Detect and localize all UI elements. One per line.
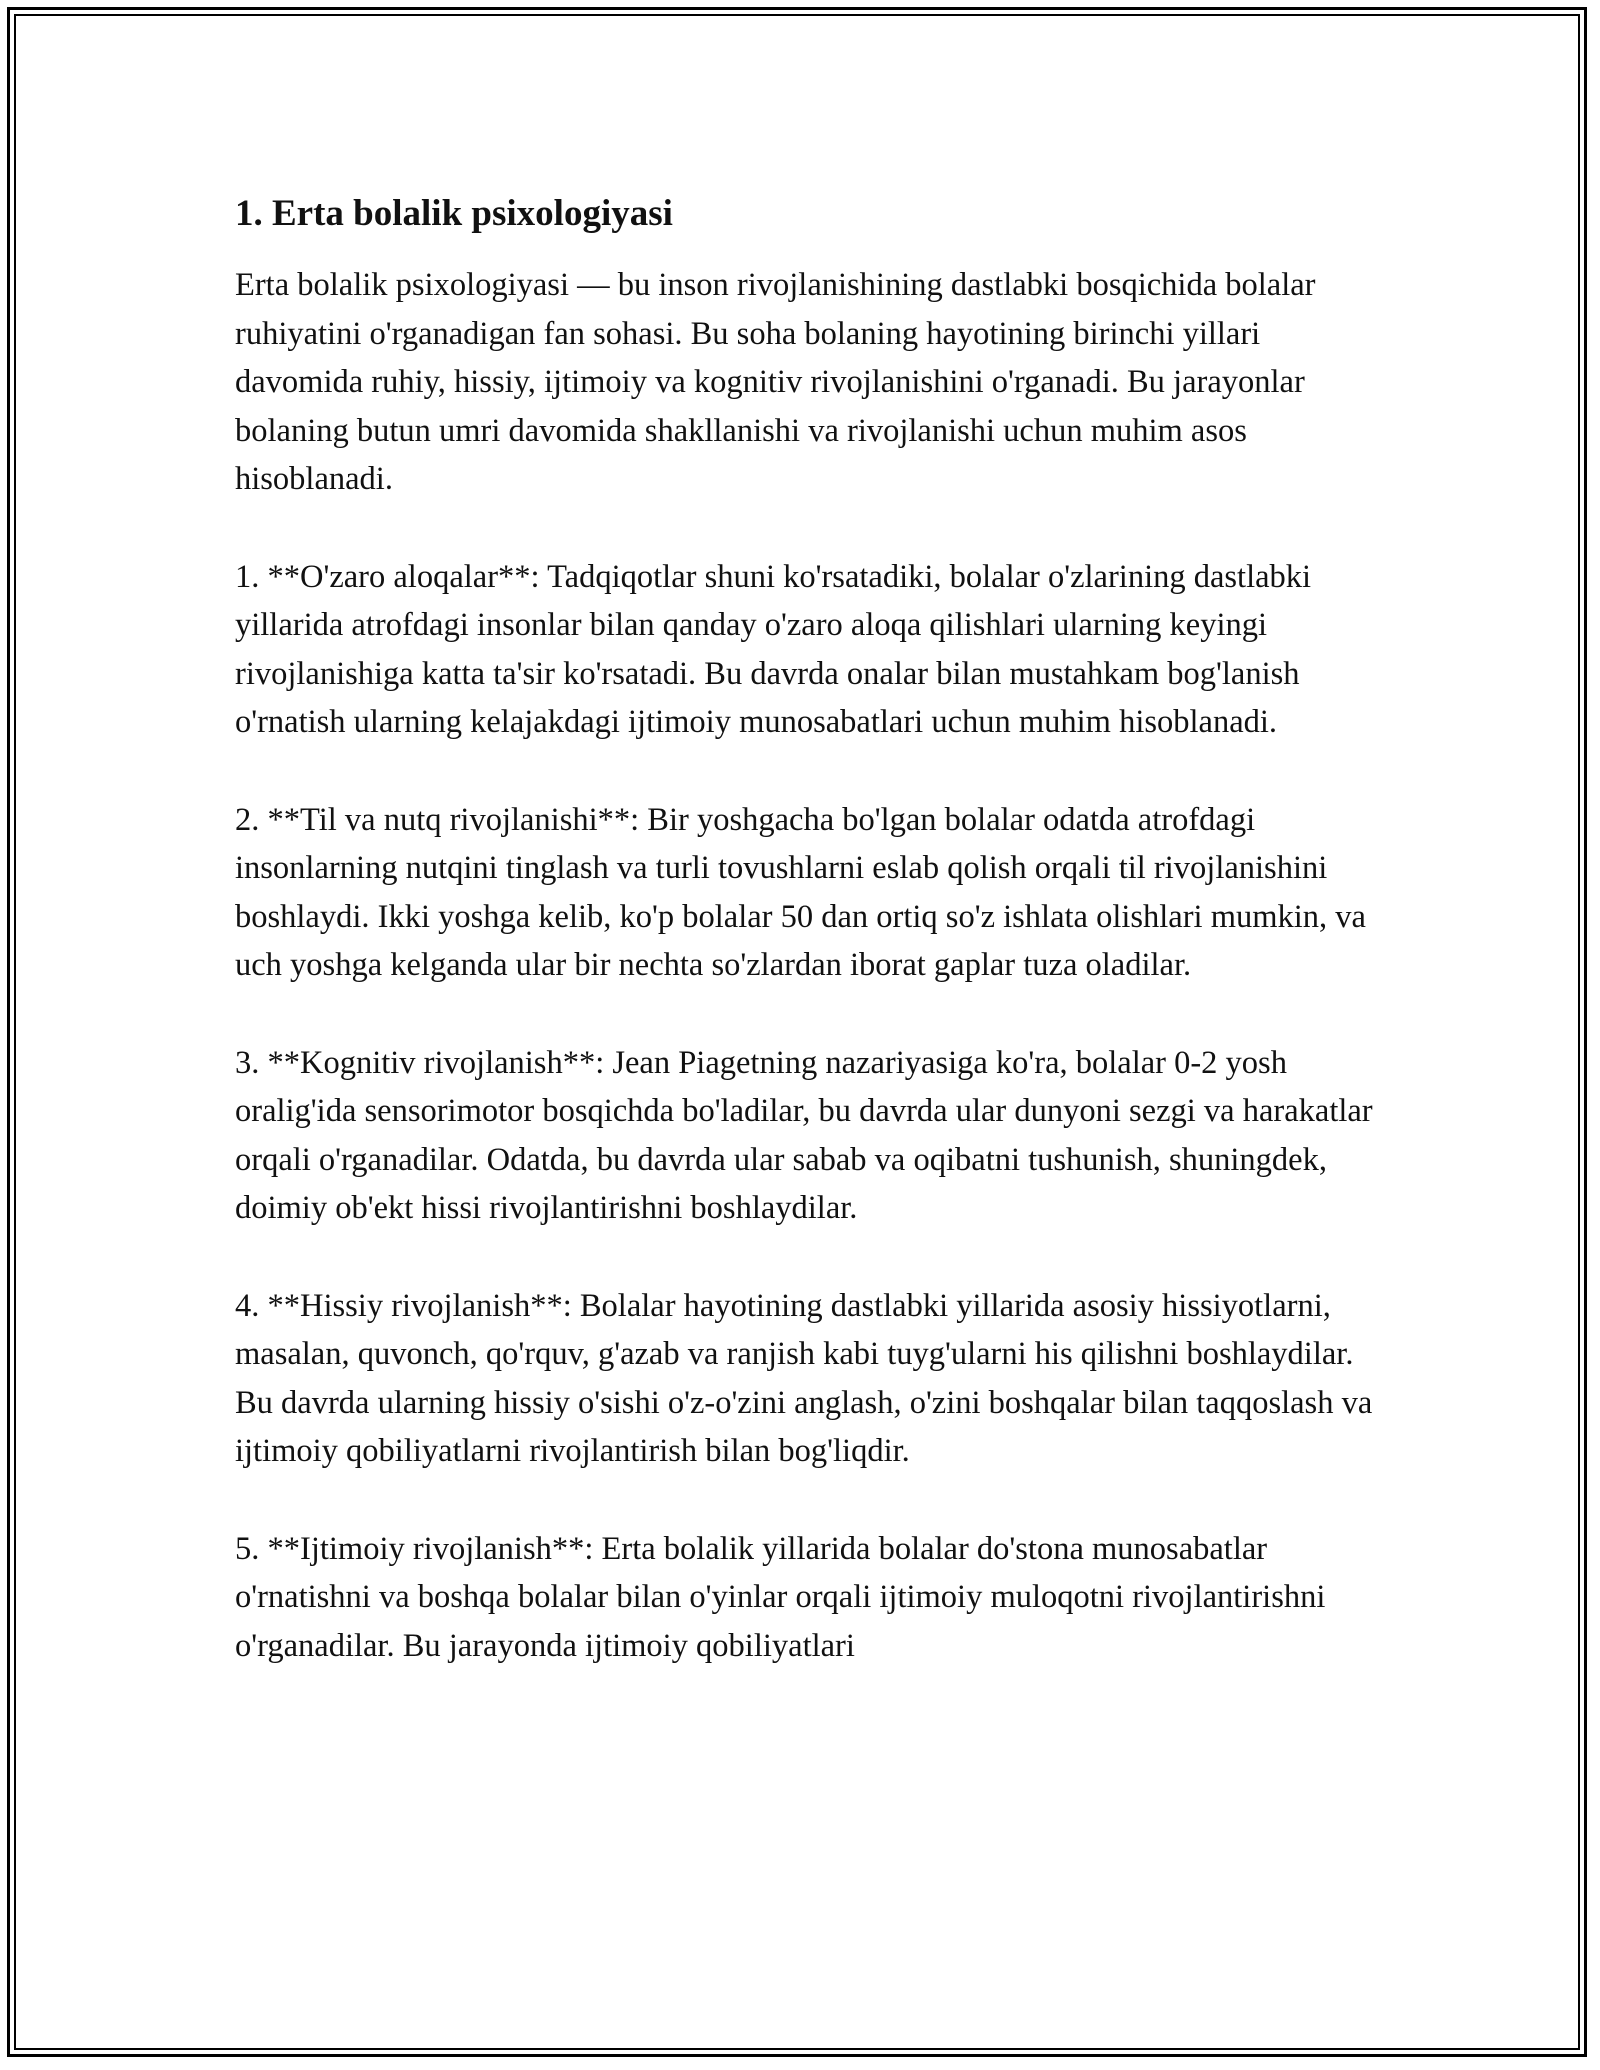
document-body (235, 186, 1380, 1719)
intro-paragraph: Erta bolalik psixologiyasi — bu inson rivojlanishining dastlabki bosqichida bolalar ruhiyatini o'rganadigan fan sohasi. Bu soha bolaning hayotining birinchi yillari davomida ruhiy, hissiy, ijtimoiy va kognitiv rivojlanishini o'rganadi. Bu jarayonlar bolaning butun umri davomida shakllanishi va rivojlanishi uchun muhim asos hisoblanadi. (235, 267, 1316, 497)
section-heading: 1. Erta bolalik psixologiyasi (235, 193, 673, 234)
list-item-language: 2. **Til va nutq rivojlanishi**: Bir yoshgacha bo'lgan bolalar odatda atrofdagi insonlarning nutqini tinglash va turli tovushlarni eslab qolish orqali til rivojlanishini boshlaydi. Ikki yoshga kelib, ko'p bolalar 50 dan ortiq so'z ishlata olishlari mumkin, va uch yoshga kelganda ular bir nechta so'zlardan iborat gaplar tuza oladilar. (235, 801, 1366, 983)
list-item-emotional: 4. **Hissiy rivojlanish**: Bolalar hayotining dastlabki yillarida asosiy hissiyotlarni, masalan, quvonch, qo'rquv, g'azab va ranjish kabi tuyg'ularni his qilishni boshlaydilar. Bu davrda ularning hissiy o'sishi o'z-o'zini anglash, o'zini boshqalar bilan taqqoslash va ijtimoiy qobiliyatlarni rivojlantirish bilan bog'liqdir. (235, 1287, 1373, 1469)
list-item-social: 5. **Ijtimoiy rivojlanish**: Erta bolalik yillarida bolalar do'stona munosabatlar o'rnatishni va boshqa bolalar bilan o'yinlar orqali ijtimoiy muloqotni rivojlantirishni o'rganadilar. Bu jarayonda ijtimoiy qobiliyatlari (235, 1530, 1326, 1664)
list-item-interactions: 1. **O'zaro aloqalar**: Tadqiqotlar shuni ko'rsatadiki, bolalar o'zlarining dastlabki yillarida atrofdagi insonlar bilan qanday o'zaro aloqa qilishlari ularning keyingi rivojlanishiga katta ta'sir ko'rsatadi. Bu davrda onalar bilan mustahkam bog'lanish o'rnatish ularning kelajakdagi ijtimoiy munosabatlari uchun muhim hisoblanadi. (235, 558, 1312, 740)
list-item-cognitive: 3. **Kognitiv rivojlanish**: Jean Piagetning nazariyasiga ko'ra, bolalar 0-2 yosh oralig'ida sensorimotor bosqichda bo'ladilar, bu davrda ular dunyoni sezgi va harakatlar orqali o'rganadilar. Odatda, bu davrda ular sabab va oqibatni tushunish, shuningdek, doimiy ob'ekt hissi rivojlantirishni boshlaydilar. (235, 1044, 1373, 1226)
